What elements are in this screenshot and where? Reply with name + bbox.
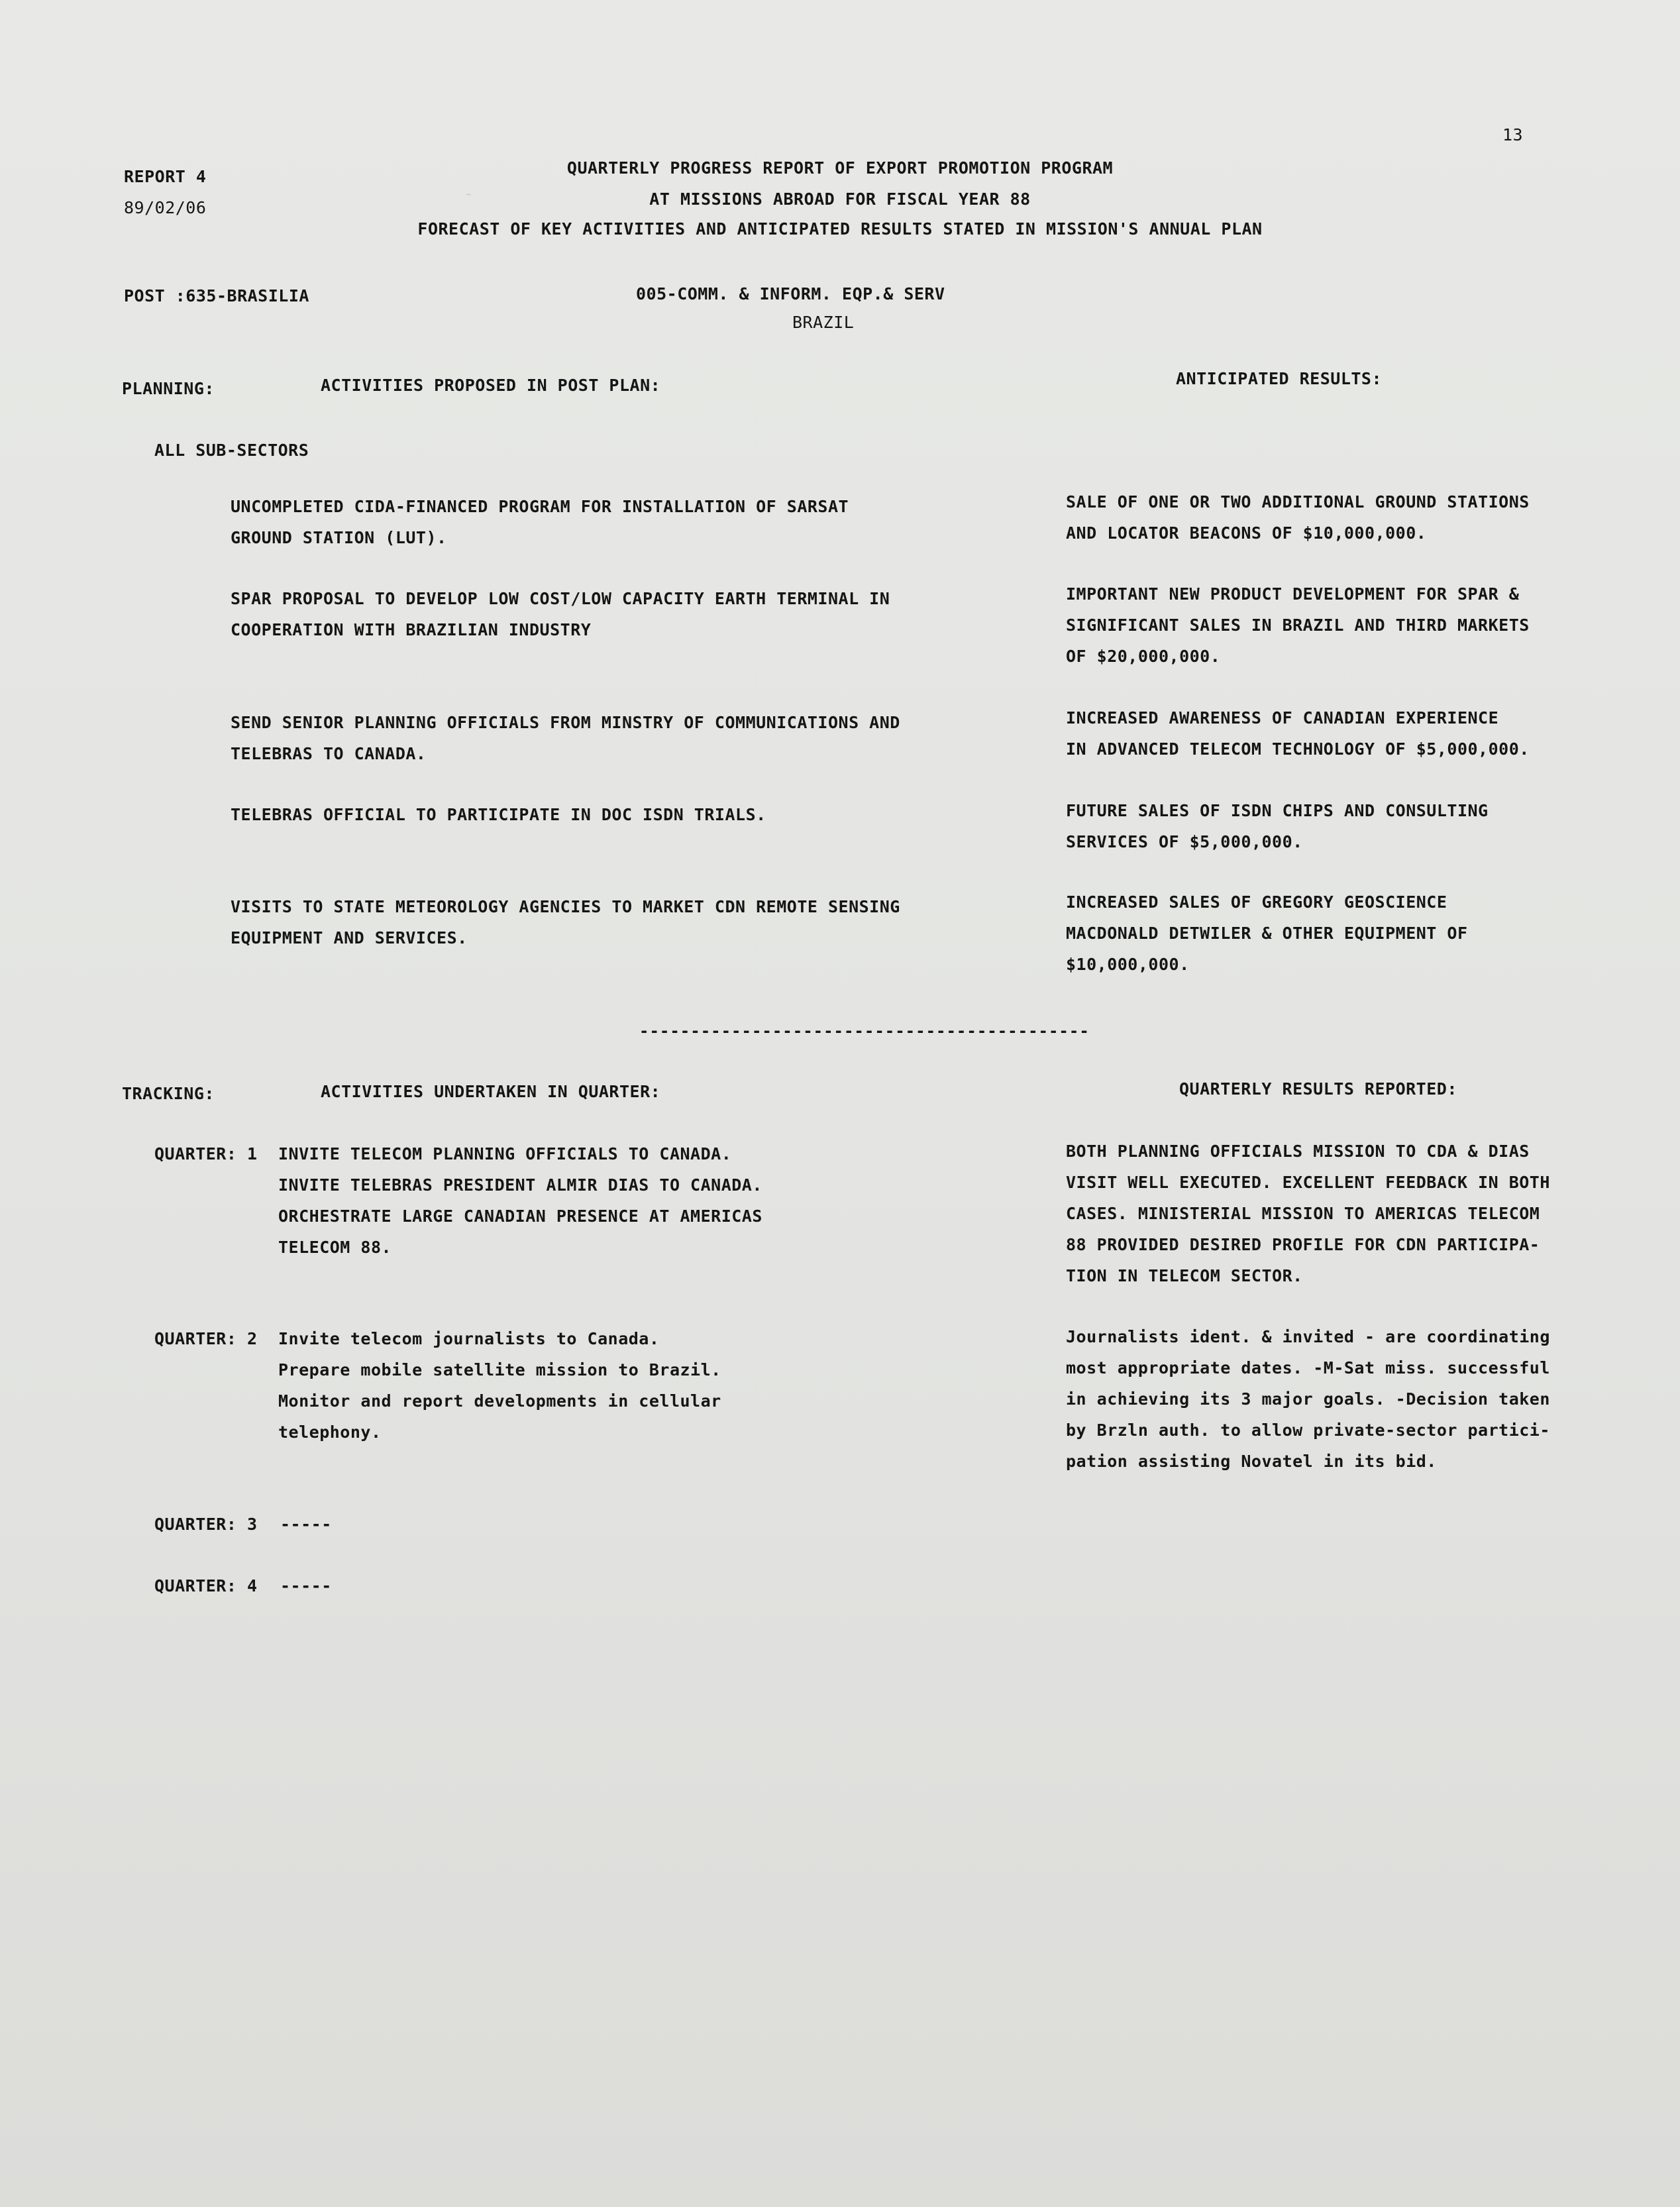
- quarter-2-label: QUARTER: 2: [154, 1329, 258, 1348]
- report-title-line-1: QUARTERLY PROGRESS REPORT OF EXPORT PROMOTION PROGRAM: [566, 158, 1114, 178]
- quarter-2-results: Journalists ident. & invited - are coordinating most appropriate dates. -M-Sat miss. successful in achieving its 3 major goals. -Decision taken by Brzln auth. to allow private-sector partici- pation assisting Novatel in its bid.: [1066, 1327, 1550, 1471]
- planning-result-2: IMPORTANT NEW PRODUCT DEVELOPMENT FOR SPAR & SIGNIFICANT SALES IN BRAZIL AND THIRD MARKETS OF $20,000,000.: [1066, 584, 1530, 666]
- sector-label: 005-COMM. & INFORM. EQP.& SERV: [636, 284, 945, 303]
- report-date: 89/02/06: [124, 198, 207, 217]
- quarter-4-label: QUARTER: 4: [154, 1576, 258, 1595]
- planning-activity-3: SEND SENIOR PLANNING OFFICIALS FROM MINSTRY OF COMMUNICATIONS AND TELEBRAS TO CANADA.: [231, 713, 900, 763]
- quarter-4-activities: -----: [280, 1576, 332, 1595]
- country-label: BRAZIL: [792, 313, 855, 332]
- page-number: 13: [1502, 125, 1524, 144]
- quarter-1-label: QUARTER: 1: [154, 1144, 258, 1163]
- tracking-activities-header: ACTIVITIES UNDERTAKEN IN QUARTER:: [321, 1082, 661, 1101]
- planning-label: PLANNING:: [122, 379, 215, 398]
- tracking-results-header: QUARTERLY RESULTS REPORTED:: [1179, 1079, 1457, 1099]
- report-title-line-3: FORECAST OF KEY ACTIVITIES AND ANTICIPATED RESULTS STATED IN MISSION'S ANNUAL PLAN: [417, 219, 1263, 239]
- report-title-line-2: AT MISSIONS ABROAD FOR FISCAL YEAR 88: [649, 189, 1031, 209]
- tracking-label: TRACKING:: [122, 1084, 215, 1103]
- planning-activity-1: UNCOMPLETED CIDA-FINANCED PROGRAM FOR INSTALLATION OF SARSAT GROUND STATION (LUT).: [231, 497, 849, 547]
- post-label: POST :635-BRASILIA: [124, 286, 309, 305]
- show-through-shadow: -: [464, 184, 474, 203]
- planning-activity-4: TELEBRAS OFFICIAL TO PARTICIPATE IN DOC ISDN TRIALS.: [231, 805, 766, 824]
- quarter-3-activities: -----: [280, 1515, 332, 1534]
- planning-results-header: ANTICIPATED RESULTS:: [1176, 369, 1383, 388]
- section-separator: --------------------------------------------: [639, 1022, 1090, 1040]
- planning-result-4: FUTURE SALES OF ISDN CHIPS AND CONSULTING SERVICES OF $5,000,000.: [1066, 801, 1489, 851]
- sub-sector-label: ALL SUB-SECTORS: [154, 441, 309, 460]
- planning-activity-5: VISITS TO STATE METEOROLOGY AGENCIES TO MARKET CDN REMOTE SENSING EQUIPMENT AND SERVICES.: [231, 897, 900, 947]
- quarter-1-activities: INVITE TELECOM PLANNING OFFICIALS TO CANADA. INVITE TELEBRAS PRESIDENT ALMIR DIAS TO CANADA. ORCHESTRATE LARGE CANADIAN PRESENCE AT AMERICAS TELECOM 88.: [278, 1144, 762, 1257]
- planning-result-5: INCREASED SALES OF GREGORY GEOSCIENCE MACDONALD DETWILER & OTHER EQUIPMENT OF $10,000,000.: [1066, 892, 1468, 974]
- planning-activities-header: ACTIVITIES PROPOSED IN POST PLAN:: [321, 376, 661, 395]
- planning-result-1: SALE OF ONE OR TWO ADDITIONAL GROUND STATIONS AND LOCATOR BEACONS OF $10,000,000.: [1066, 492, 1530, 543]
- quarter-1-results: BOTH PLANNING OFFICIALS MISSION TO CDA & DIAS VISIT WELL EXECUTED. EXCELLENT FEEDBACK IN BOTH CASES. MINISTERIAL MISSION TO AMERICAS TELECOM 88 PROVIDED DESIRED PROFILE FOR CDN PARTICIPA- TION IN TELECOM SECTOR.: [1066, 1142, 1550, 1285]
- report-id: REPORT 4: [124, 167, 207, 186]
- quarter-2-activities: Invite telecom journalists to Canada. Prepare mobile satellite mission to Brazil. Monitor and report developments in cellular telephony.: [278, 1329, 721, 1442]
- quarter-3-label: QUARTER: 3: [154, 1515, 258, 1534]
- planning-activity-2: SPAR PROPOSAL TO DEVELOP LOW COST/LOW CAPACITY EARTH TERMINAL IN COOPERATION WITH BRAZILIAN INDUSTRY: [231, 589, 890, 639]
- planning-result-3: INCREASED AWARENESS OF CANADIAN EXPERIENCE IN ADVANCED TELECOM TECHNOLOGY OF $5,000,000.: [1066, 708, 1530, 759]
